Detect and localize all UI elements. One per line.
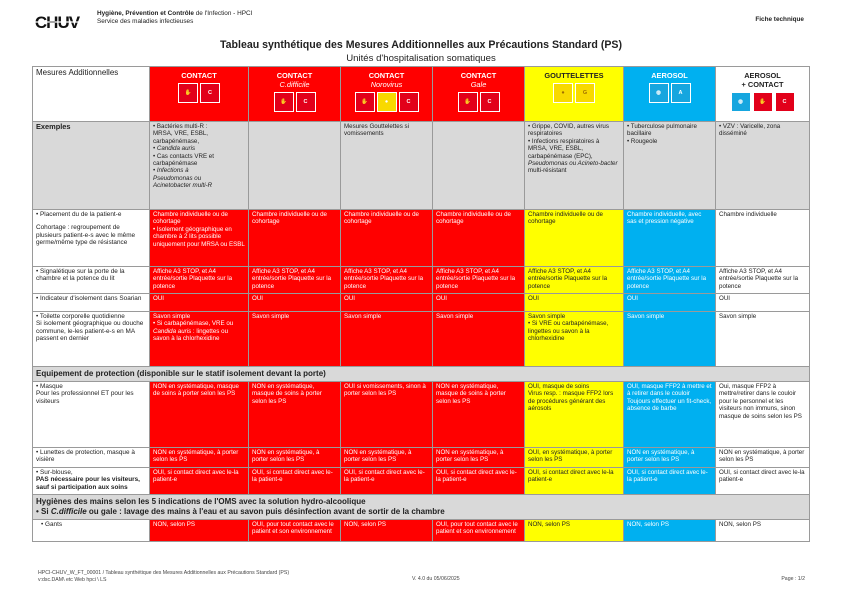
cell-masque: OUI si vomissements, sinon à porter selon les PS (341, 382, 433, 448)
row-hygiene-mains (33, 495, 810, 520)
cell-lunettes: NON en systématique, à porter selon les PS (249, 448, 341, 468)
section-title: Equipement de protection (disponible sur le statif isolement devant la porte) (33, 367, 810, 382)
cell-surblouse: OUI, si contact direct avec le-la patient-e (716, 468, 810, 495)
col-header-aerosol-contact: AEROSOL + CONTACT ◍ ✋ C (716, 67, 810, 122)
row-label: • Lunettes de protection, masque à visière (33, 448, 150, 468)
cell-aerc-masque: Oui, masque FFP2 à mettre/retirer dans le couloir pour le personnel et les visiteurs non immuns, sinon masque de soins selon les PS (716, 382, 810, 448)
cell-lunettes: NON en systématique, à porter selon les PS (716, 448, 810, 468)
cell-surblouse: OUI, si contact direct avec le-la patient-e (341, 468, 433, 495)
hand-stop-icon: ✋ (355, 92, 375, 112)
cell-gants: NON, selon PS (150, 520, 249, 542)
cell-gants: NON, selon PS (624, 520, 716, 542)
cell-surblouse: OUI, si contact direct avec le-la patient-e (150, 468, 249, 495)
row-label: • Gants (33, 520, 150, 542)
hygiene-mains-banner: Hygiènes des mains selon les 5 indications de l'OMS avec la solution hydro-alcoolique • Si C.difficile ou gale : lavage des mains à l'eau et au savon puis désinfection avant de sortir de la chambre (33, 495, 810, 520)
cell-gale-placement: Chambre individuelle ou de cohortage (433, 210, 525, 267)
cell-toilette: Savon simple (341, 312, 433, 367)
hand-stop-icon: ✋ (274, 92, 294, 112)
cell-indicateur: OUI (525, 294, 624, 312)
cell-gants: OUI, pour tout contact avec le patient et son environnement (249, 520, 341, 542)
row-exemples (33, 122, 810, 210)
cell-gout-exemples: • Grippe, COVID, autres virus respiratoires • Infections respiratoires à MRSA, VRE, ESBL, carbapénémase (EPC), Pseudomonas ou Acineto-bacter multi-résistant (525, 122, 624, 210)
cell-toilette: Savon simple (249, 312, 341, 367)
cell-gants: OUI, pour tout contact avec le patient et son environnement (433, 520, 525, 542)
row-label: • Signalétique sur la porte de la chambre et la potence du lit (33, 267, 150, 294)
cell-surblouse: OUI, si contact direct avec le-la patient-e (624, 468, 716, 495)
row-gants (33, 520, 810, 542)
cell-toilette: Savon simple (624, 312, 716, 367)
droplets-icon: ● (377, 92, 397, 112)
organization-header: Hygiène, Prévention et Contrôle de l'Infection - HPCI Service des maladies infectieuses (97, 10, 253, 25)
cell-indicateur: OUI (249, 294, 341, 312)
cell-signal: Affiche A3 STOP, et A4 entrée/sortie Plaquette sur la potence (716, 267, 810, 294)
footer-reference: HPCI-CHUV_W_FT_00001 / Tableau synthétique des Mesures Additionnelles aux Précautions Standard (PS) v:dsc.DAM\ etc Web hpci \ LS (38, 570, 290, 583)
aerosol-icon: ◍ (649, 83, 669, 103)
org-name: Hygiène, Prévention et Contrôle (97, 10, 194, 17)
cell-lunettes: OUI, en systématique, à porter selon les PS (525, 448, 624, 468)
cell-masque: NON en systématique, masque de soins à porter selon les PS (433, 382, 525, 448)
cell-signal: Affiche A3 STOP, et A4 entrée/sortie Plaquette sur la potence (624, 267, 716, 294)
footer-page: Page : 1/2 (781, 576, 805, 582)
hand-stop-icon: ✋ (458, 92, 478, 112)
cell-surblouse: OUI, si contact direct avec le-la patient-e (249, 468, 341, 495)
droplets-icon: ● (553, 83, 573, 103)
cell-gants: NON, selon PS (341, 520, 433, 542)
cell-indicateur: OUI (341, 294, 433, 312)
cell-gale-exemples (433, 122, 525, 210)
cell-cdiff-exemples (249, 122, 341, 210)
cell-lunettes: NON en systématique, à porter selon les PS (150, 448, 249, 468)
chuv-logo (30, 9, 84, 35)
contact-badge-icon: C (775, 92, 795, 112)
cell-aerc-exemples: • VZV : Varicelle, zona disséminé (716, 122, 810, 210)
cell-noro-exemples: Mesures Gouttelettes si vomissements (341, 122, 433, 210)
col-header-contact-gale: CONTACT Gale ✋ C (433, 67, 525, 122)
precautions-table (32, 66, 810, 542)
cell-masque: NON en systématique, masque de soins à porter selon les PS (249, 382, 341, 448)
contact-badge-icon: C (399, 92, 419, 112)
service-name: Service des maladies infectieuses (97, 18, 194, 25)
cell-noro-placement: Chambre individuelle ou de cohortage (341, 210, 433, 267)
aerosol-icon: ◍ (731, 92, 751, 112)
cell-signal: Affiche A3 STOP, et A4 entrée/sortie Plaquette sur la potence (433, 267, 525, 294)
cell-aerc-placement: Chambre individuelle (716, 210, 810, 267)
cell-lunettes: NON en systématique, à porter selon les PS (624, 448, 716, 468)
col-header-contact: CONTACT ✋ C (150, 67, 249, 122)
cell-surblouse: OUI, si contact direct avec le-la patient-e (433, 468, 525, 495)
aerosol-badge-icon: A (671, 83, 691, 103)
cell-signal: Affiche A3 STOP, et A4 entrée/sortie Plaquette sur la potence (249, 267, 341, 294)
cell-surblouse: OUI, si contact direct avec le-la patient-e (525, 468, 624, 495)
footer-version: V. 4.0 du 05/06/2025 (412, 576, 460, 582)
col-header-contact-noro: CONTACT Norovirus ✋ ● C (341, 67, 433, 122)
row-label: • Sur-blouse, PAS nécessaire pour les visiteurs, sauf si participation aux soins (33, 468, 150, 495)
cell-indicateur: OUI (433, 294, 525, 312)
section-equipement (33, 367, 810, 382)
col-header-mesures: Mesures Additionnelles (33, 67, 150, 122)
cell-indicateur: OUI (716, 294, 810, 312)
page-title: Tableau synthétique des Mesures Additionnelles aux Précautions Standard (PS) (219, 39, 623, 51)
row-label: • Toilette corporelle quotidienne Si isolement géographique ou douche commune, le-les patient-e-s en MA passent en dernier (33, 312, 150, 367)
cell-gants: NON, selon PS (525, 520, 624, 542)
row-label: • Masque Pour les professionnel ET pour les visiteurs (33, 382, 150, 448)
cell-aer-exemples: • Tuberculose pulmonaire bacillaire • Rougeole (624, 122, 716, 210)
row-lunettes (33, 448, 810, 468)
row-toilette (33, 312, 810, 367)
cell-contact-exemples: • Bactéries multi-R : MRSA, VRE, ESBL, carbapénémase, • Candida auris • Cas contacts VRE et carbapénémase • Infections à Pseudomonas ou Acinetobacter multi-R (150, 122, 249, 210)
cell-aer-masque: OUI, masque FFP2 à mettre et à retirer dans le couloir Toujours effectuer un fit-check, absence de barbe (624, 382, 716, 448)
cell-toilette: Savon simple (433, 312, 525, 367)
col-header-gouttelettes: GOUTTELETTES ● G (525, 67, 624, 122)
contact-badge-icon: C (200, 83, 220, 103)
cell-lunettes: NON en systématique, à porter selon les PS (433, 448, 525, 468)
page-subtitle: Unités d'hospitalisation somatiques (346, 53, 496, 64)
cell-signal: Affiche A3 STOP, et A4 entrée/sortie Plaquette sur la potence (525, 267, 624, 294)
svg-text:CHUV: CHUV (34, 13, 80, 32)
doc-type: Fiche technique (755, 16, 804, 23)
cell-lunettes: NON en systématique, à porter selon les PS (341, 448, 433, 468)
row-label: • Indicateur d'isolement dans Soarian (33, 294, 150, 312)
row-label: Exemples (33, 122, 150, 210)
cell-indicateur: OUI (624, 294, 716, 312)
cell-signal: Affiche A3 STOP, et A4 entrée/sortie Plaquette sur la potence (150, 267, 249, 294)
row-placement (33, 210, 810, 267)
row-masque (33, 382, 810, 448)
cell-toilette: Savon simple (716, 312, 810, 367)
cell-contact-placement: Chambre individuelle ou de cohortage • Isolement géographique en chambre à 2 lits possible uniquement pour MRSA ou ESBL (150, 210, 249, 267)
row-signalisation (33, 267, 810, 294)
cell-gout-placement: Chambre individuelle ou de cohortage (525, 210, 624, 267)
cell-contact-toilette: Savon simple • Si carbapénémase, VRE ou Candida auris : lingettes ou savon à la chlorhexidine (150, 312, 249, 367)
cell-cdiff-placement: Chambre individuelle ou de cohortage (249, 210, 341, 267)
cell-gout-masque: OUI, masque de soins Virus resp. : masque FFP2 lors de procédures générant des aérosols (525, 382, 624, 448)
col-header-contact-cdiff: CONTACT C.difficile ✋ C (249, 67, 341, 122)
row-indicateur (33, 294, 810, 312)
contact-badge-icon: C (296, 92, 316, 112)
cell-gout-toilette: Savon simple • Si VRE ou carbapénémase, lingettes ou savon à la chlorhexidine (525, 312, 624, 367)
cell-gants: NON, selon PS (716, 520, 810, 542)
contact-badge-icon: C (480, 92, 500, 112)
row-surblouse (33, 468, 810, 495)
hand-stop-icon: ✋ (753, 92, 773, 112)
col-header-aerosol: AEROSOL ◍ A (624, 67, 716, 122)
cell-aer-placement: Chambre individuelle, avec sas et pression négative (624, 210, 716, 267)
cell-indicateur: OUI (150, 294, 249, 312)
gouttelettes-badge-icon: G (575, 83, 595, 103)
row-label: • Placement du de la patient-e Cohortage : regroupement de plusieurs patient-e-s avec le même germe/même type de résistance (33, 210, 150, 267)
cell-signal: Affiche A3 STOP, et A4 entrée/sortie Plaquette sur la potence (341, 267, 433, 294)
hand-stop-icon: ✋ (178, 83, 198, 103)
cell-masque: NON en systématique, masque de soins à porter selon les PS (150, 382, 249, 448)
